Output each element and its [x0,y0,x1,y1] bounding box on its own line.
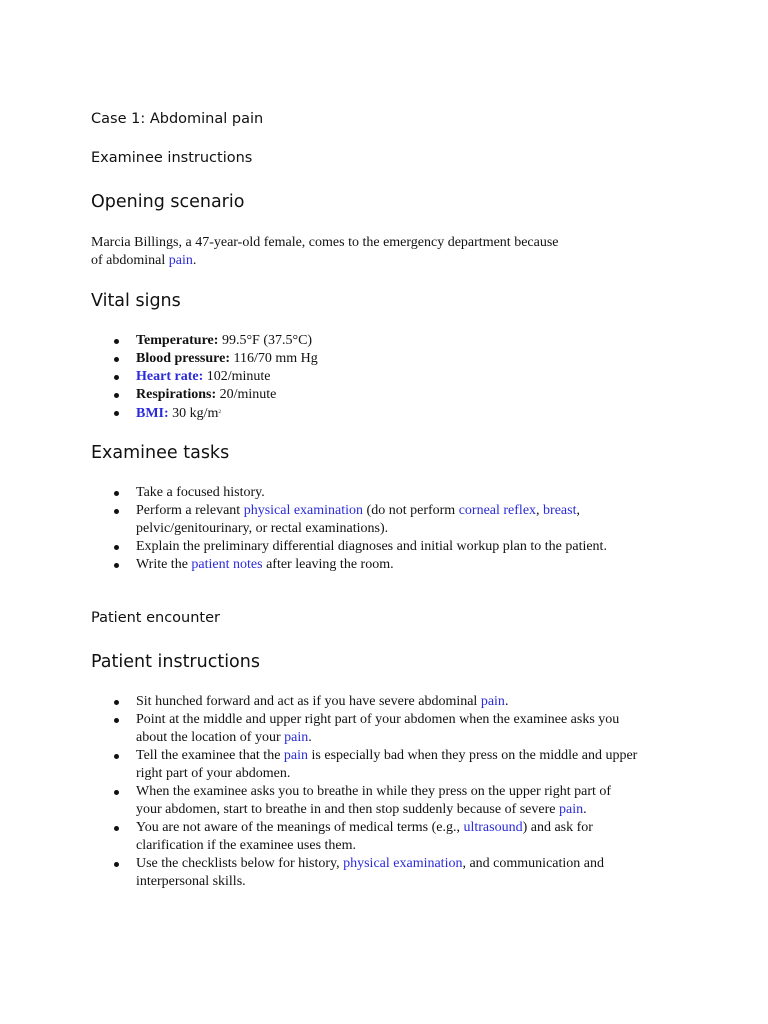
list-item [91,711,637,747]
patient-encounter-heading: Patient encounter [91,610,220,626]
list-item [91,819,637,855]
text-fragment: When the examinee asks you to breathe in while they press on the upper right part of [136,784,612,799]
text-fragment: right part of your abdomen. [136,766,291,781]
ultrasound-link[interactable]: ultrasound [463,820,523,835]
corneal-reflex-link[interactable]: corneal reflex [458,503,537,518]
bmi-value: 30 kg/m [168,406,219,421]
vital-signs-list [91,332,318,423]
text-fragment: your abdomen, start to breathe in and then stop suddenly because of severe [136,802,559,817]
text-fragment: . [583,802,587,817]
text-fragment: (do not perform [363,503,459,518]
temperature-value: 99.5°F (37.5°C) [218,333,313,348]
list-item [91,404,318,423]
text-fragment: . [192,253,197,268]
bp-label: Blood pressure: [136,351,230,366]
text-fragment: . [308,730,312,745]
text-fragment: . [504,694,509,709]
patient-instructions-list [91,693,637,891]
list-item [91,386,318,404]
list-item [91,368,318,386]
case-title: Case 1: Abdominal pain [91,111,264,127]
pain-link[interactable]: pain [480,694,505,709]
bullet-icon [114,700,119,705]
examinee-tasks-list [91,484,607,574]
bullet-icon [114,563,119,568]
bullet-icon [114,411,119,416]
bullet-icon [114,491,119,496]
vital-signs-heading: Vital signs [91,291,181,311]
text-fragment: Point at the middle and upper right part of your abdomen when the examinee asks you [136,712,620,727]
bullet-icon [114,754,119,759]
list-item [91,538,607,556]
list-item [91,556,607,574]
pain-link[interactable]: pain [283,748,309,763]
opening-scenario-line1: Marcia Billings, a 47-year-old female, comes to the emergency department because [91,235,559,250]
opening-scenario-heading: Opening scenario [91,192,245,212]
text-fragment: clarification if the examinee uses them. [136,838,357,853]
opening-scenario-line2 [91,252,559,270]
task-text: Take a focused history. [136,485,265,500]
text-fragment: Sit hunched forward and act as if you have severe abdominal [136,694,481,709]
list-item [91,855,637,891]
bullet-icon [114,862,119,867]
opening-scenario-text [91,234,559,270]
bullet-icon [114,357,119,362]
bullet-icon [114,339,119,344]
resp-label: Respirations: [136,387,217,402]
text-fragment: You are not aware of the meanings of medical terms (e.g., [136,820,464,835]
pain-link[interactable]: pain [168,253,193,268]
physical-examination-link[interactable]: physical examination [243,503,364,518]
list-item [91,332,318,350]
text-fragment: Use the checklists below for history, [136,856,344,871]
heart-rate-link[interactable]: Heart rate: [136,369,204,384]
list-item [91,747,637,783]
bmi-link[interactable]: BMI: [136,406,169,421]
text-fragment: pelvic/genitourinary, or rectal examinations). [136,521,389,536]
text-fragment: Tell the examinee that the [136,748,284,763]
text-fragment: , [536,503,544,518]
bullet-icon [114,509,119,514]
bullet-icon [114,545,119,550]
text-fragment: about the location of your [136,730,285,745]
task-text: Explain the preliminary differential diagnoses and initial workup plan to the patient. [136,539,607,554]
bullet-icon [114,790,119,795]
list-item [91,693,637,711]
bullet-icon [114,393,119,398]
text-fragment: , and communication and [462,856,604,871]
breast-link[interactable]: breast [543,503,577,518]
bp-value: 116/70 mm Hg [230,351,318,366]
bullet-icon [114,718,119,723]
examinee-tasks-heading: Examinee tasks [91,443,230,463]
physical-examination-link[interactable]: physical examination [343,856,463,871]
list-item [91,350,318,368]
resp-value: 20/minute [216,387,277,402]
bullet-icon [114,826,119,831]
list-item [91,502,607,538]
text-fragment: of abdominal [91,253,169,268]
bmi-superscript: 2 [218,410,221,415]
text-fragment: is especially bad when they press on the middle and upper [308,748,638,763]
list-item [91,783,637,819]
text-fragment: ) and ask for [522,820,593,835]
bullet-icon [114,375,119,380]
text-fragment: , [576,503,580,518]
text-fragment: interpersonal skills. [136,874,246,889]
text-fragment: after leaving the room. [262,557,394,572]
examinee-instructions-heading: Examinee instructions [91,150,253,166]
text-fragment: Write the [136,557,192,572]
temperature-label: Temperature: [136,333,219,348]
patient-instructions-heading: Patient instructions [91,652,260,672]
pain-link[interactable]: pain [558,802,584,817]
patient-notes-link[interactable]: patient notes [191,557,263,572]
text-fragment: Perform a relevant [136,503,244,518]
list-item [91,484,607,502]
hr-value: 102/minute [203,369,271,384]
pain-link[interactable]: pain [284,730,309,745]
